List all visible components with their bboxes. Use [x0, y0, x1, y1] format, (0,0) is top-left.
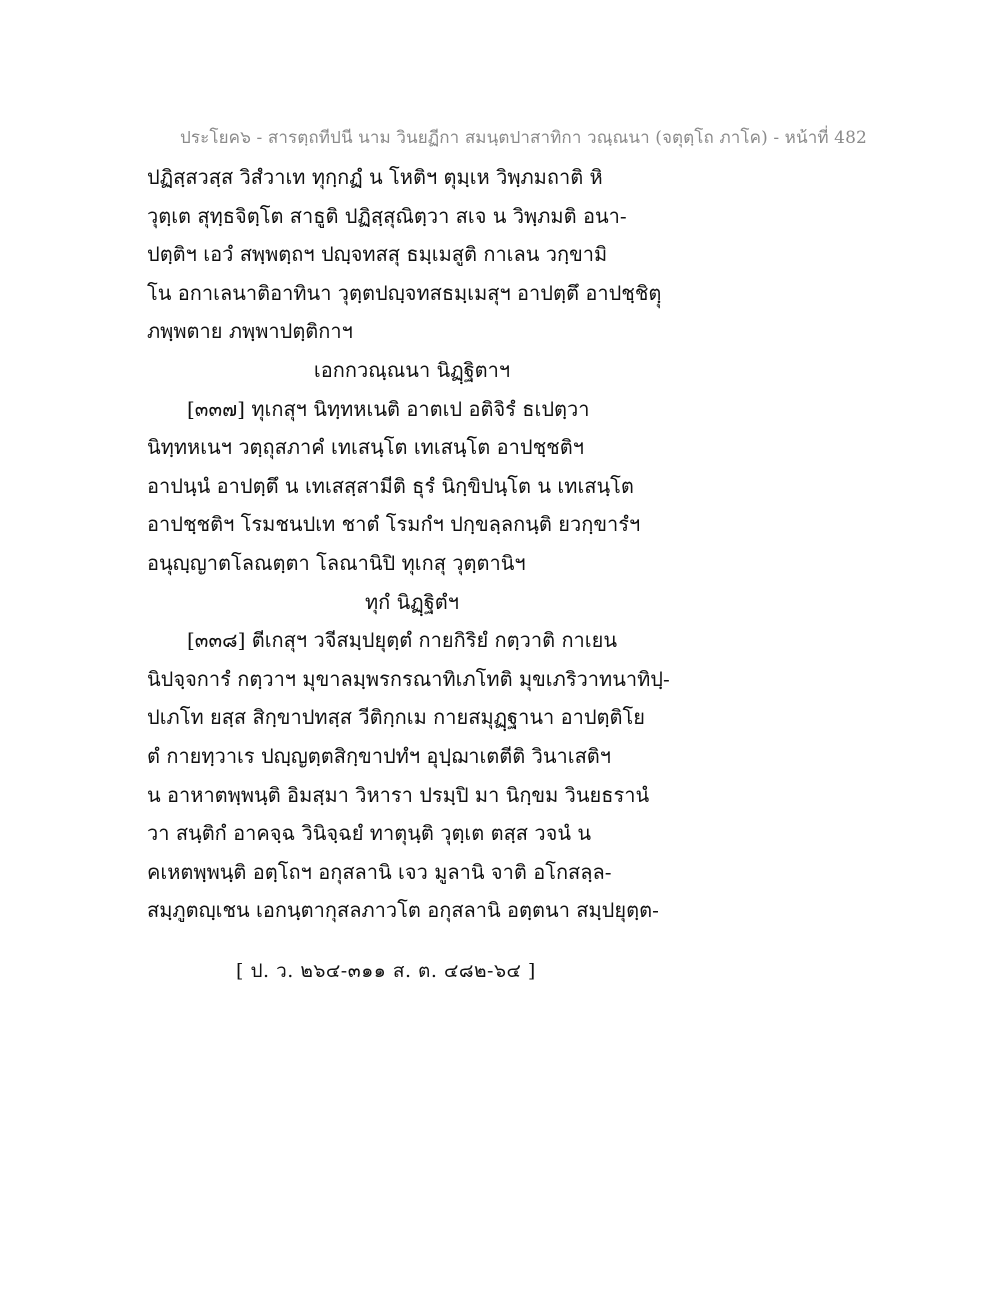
text-line: น อาหาตพฺพนฺติ อิมสฺมา วิหารา ปรมฺปิ มา นิกฺขม วินยธรานํ: [147, 782, 650, 807]
text-line: วา สนฺติกํ อาคจฺฉ วินิจฺฉยํ ทาตุนฺติ วุตฺเต ตสฺส วจนํ น: [147, 821, 592, 846]
text-line: ปตฺติฯ เอวํ สพฺพตฺถฯ ปญฺจทสสุ ธมฺเมสูติ กาเลน วกฺขามิ: [147, 242, 608, 267]
text-line: สมฺภูตญฺเชน เอกนฺตากุสลภาวโต อกุสลานิ อตฺตนา สมฺปยุตฺต-: [147, 898, 659, 923]
text-line: อาปนฺนํ อาปตฺตึ น เทเสสฺสามีติ ธุรํ นิกฺขิปนฺโต น เทเสนฺโต: [147, 473, 634, 498]
text-line: วุตฺเต สุทฺธจิตฺโต สาธูติ ปฏิสฺสุณิตฺวา สเจ น วิพฺภมติ อนา-: [147, 203, 627, 228]
footnote-reference: [ ป. ว. ๒๖๔-๓๑๑ ส. ต. ๔๘๒-๖๔ ]: [236, 960, 536, 982]
section-end-heading: ทุกํ นิฏฺฐิตํฯ: [364, 589, 459, 614]
text-line: อนุญฺญาตโลณตฺตา โลณานิปิ ทุเกสุ วุตฺตานิฯ: [147, 550, 526, 575]
text-line: ปฏิสฺสวสฺส วิสํวาเท ทุกฺกฏํ น โหติฯ ตุมฺเห วิพฺภมถาติ หิ: [147, 165, 603, 189]
text-line: [๓๓๘] ตีเกสุฯ วจีสมฺปยุตฺตํ กายกิริยํ กตฺวาติ กาเยน: [187, 628, 618, 653]
text-line: นิทฺทหเนฯ วตฺถุสภาคํ เทเสนฺโต เทเสนฺโต อาปชฺชติฯ: [147, 435, 584, 460]
text-line: คเหตพฺพนฺติ อตฺโถฯ อกุสลานิ เจว มูลานิ จาติ อโกสลฺล-: [147, 859, 612, 884]
body-text: [147, 158, 677, 930]
text-line: ภพฺพตาย ภพฺพาปตฺติกาฯ: [147, 319, 353, 344]
section-end-heading: เอกกวณฺณนา นิฏฺฐิตาฯ: [313, 357, 511, 382]
text-line: โน อกาเลนาติอาทินา วุตฺตปญฺจทสธมฺเมสุฯ อาปตฺตึ อาปชฺชิตฺุ: [147, 280, 662, 305]
text-line: อาปชฺชติฯ โรมชนปเท ชาตํ โรมกํฯ ปกฺขลฺลกนฺติ ยวกฺขารํฯ: [147, 512, 641, 537]
running-header: ประโยค๖ - สารตฺถทีปนี นาม วินยฏีกา สมนฺตปาสาทิกา วณฺณนา (จตุตฺโถ ภาโค) - หน้าที่ 482: [180, 128, 867, 148]
text-line: ตํ กายทฺวาเร ปญฺญตฺตสิกฺขาปทํฯ อุปฺฌาเตตีติ วินาเสติฯ: [147, 743, 612, 768]
text-line: [๓๓๗] ทุเกสุฯ นิทฺทหเนติ อาตเป อติจิรํ ธเปตฺวา: [187, 396, 590, 421]
text-line: นิปจฺจการํ กตฺวาฯ มุขาลมฺพรกรณาทิเภโทติ มุขเภริวาทนาทิปฺ-: [147, 666, 670, 691]
text-line: ปเภโท ยสฺส สิกฺขาปทสฺส วีติกฺกเม กายสมุฏฺฐานา อาปตฺติโย: [147, 705, 645, 730]
